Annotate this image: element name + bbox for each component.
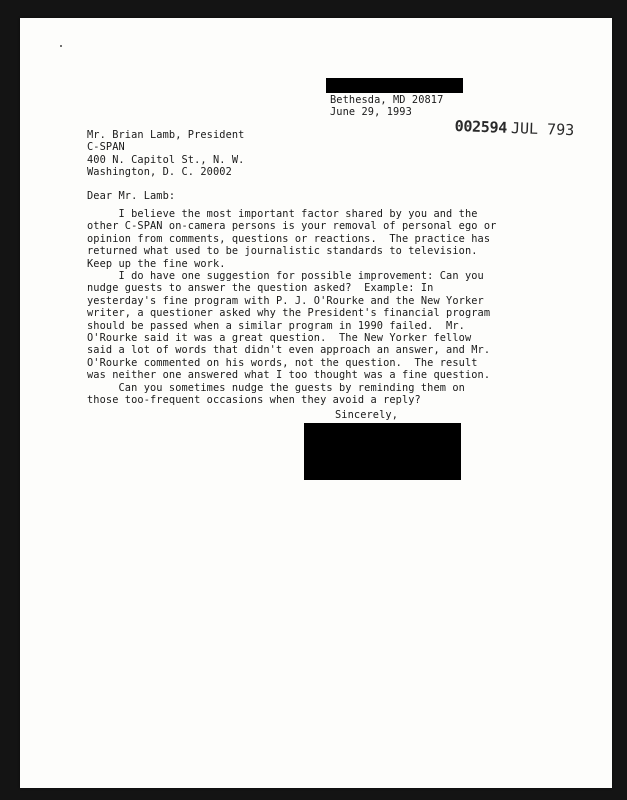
recipient-line: Washington, D. C. 20002 bbox=[87, 166, 232, 179]
letter-page bbox=[20, 18, 612, 788]
body-line: was neither one answered what I too thought was a fine question. bbox=[87, 369, 491, 382]
salutation: Dear Mr. Lamb: bbox=[87, 190, 176, 202]
body-line: returned what used to be journalistic standards to television. bbox=[87, 245, 478, 258]
body-line: opinion from comments, questions or reactions. The practice has bbox=[87, 232, 491, 245]
closing: Sincerely, bbox=[335, 409, 398, 421]
redacted-sender-name bbox=[326, 78, 463, 93]
body-line: should be passed when a similar program in 1990 failed. Mr. bbox=[87, 319, 465, 332]
body-line: yesterday's fine program with P. J. O'Rourke and the New Yorker bbox=[87, 294, 484, 307]
recipient-line: 400 N. Capitol St., N. W. bbox=[87, 153, 245, 166]
paper-speck bbox=[60, 45, 62, 47]
letter-body bbox=[87, 208, 496, 407]
body-line: O'Rourke commented on his words, not the question. The result bbox=[87, 356, 478, 369]
body-line: nudge guests to answer the question asked? Example: In bbox=[87, 282, 434, 295]
recipient-block bbox=[87, 129, 244, 179]
redacted-signature bbox=[304, 423, 461, 480]
body-line: Keep up the fine work. bbox=[87, 257, 226, 270]
body-line: Can you sometimes nudge the guests by reminding them on bbox=[87, 381, 465, 394]
body-line: writer, a questioner asked why the President's financial program bbox=[87, 307, 491, 320]
stamp-date: JUL 793 bbox=[510, 118, 575, 140]
recipient-line: C-SPAN bbox=[87, 141, 125, 154]
sender-city: Bethesda, MD 20817 bbox=[330, 94, 444, 106]
body-line: those too-frequent occasions when they avoid a reply? bbox=[87, 394, 421, 407]
letter-date: June 29, 1993 bbox=[330, 106, 412, 118]
stamp-number: 002594 bbox=[454, 116, 508, 137]
body-line: said a lot of words that didn't even approach an answer, and Mr. bbox=[87, 344, 491, 357]
recipient-line: Mr. Brian Lamb, President bbox=[87, 129, 245, 141]
body-line: O'Rourke said it was a great question. The New Yorker fellow bbox=[87, 332, 472, 345]
body-line: I do have one suggestion for possible improvement: Can you bbox=[87, 270, 484, 283]
received-stamp bbox=[454, 116, 574, 139]
body-line: other C-SPAN on-camera persons is your removal of personal ego or bbox=[87, 220, 497, 233]
body-line: I believe the most important factor shared by you and the bbox=[87, 208, 478, 220]
